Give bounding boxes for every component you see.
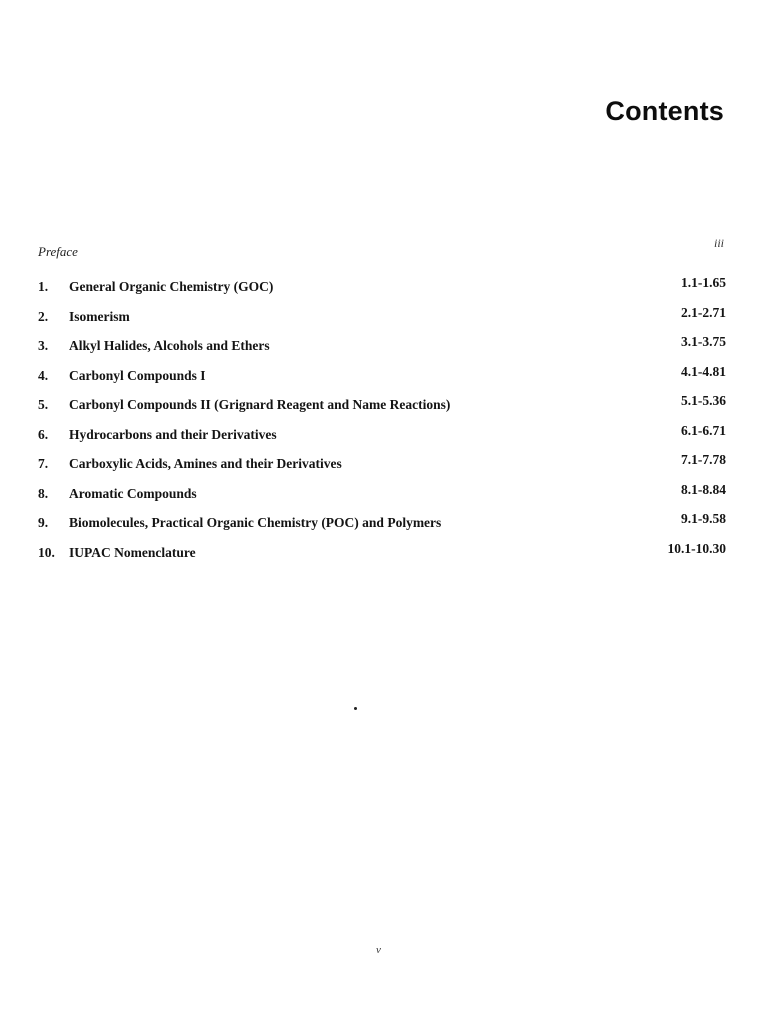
- toc-entry-pages: 7.1-7.78: [681, 452, 726, 467]
- toc-entry-pages: 5.1-5.36: [681, 393, 726, 408]
- toc-entry-pages: 6.1-6.71: [681, 422, 726, 438]
- toc-entry-pages: 10.1-10.30: [667, 540, 726, 556]
- toc-entry-title: Carbonyl Compounds II (Grignard Reagent and Name Reactions): [69, 397, 451, 412]
- toc-entry-number: 7.: [38, 456, 49, 471]
- preface-page-number: iii: [713, 236, 724, 250]
- toc-entry-pages: 8.1-8.84: [681, 481, 726, 497]
- toc-entry-number: 1.: [38, 279, 49, 294]
- toc-entry-number: 5.: [38, 397, 49, 412]
- toc-entry-title: Hydrocarbons and their Derivatives: [69, 426, 277, 442]
- toc-entry-pages: 9.1-9.58: [681, 511, 726, 526]
- toc-entry-number: 2.: [38, 308, 49, 324]
- stray-dot-mark: [354, 707, 357, 710]
- toc-entry-number: 4.: [38, 367, 49, 383]
- toc-entry-number: 3.: [38, 338, 49, 353]
- toc-entry: [38, 333, 726, 363]
- toc-entry-number: 10.: [38, 544, 55, 560]
- toc-entry-title: Carbonyl Compounds I: [69, 367, 206, 383]
- toc-list: [38, 274, 726, 569]
- toc-entry-pages: 2.1-2.71: [681, 304, 726, 320]
- page-title: Contents: [605, 96, 724, 126]
- toc-entry: [38, 363, 726, 393]
- toc-entry-number: 8.: [38, 485, 49, 501]
- toc-entry-title: IUPAC Nomenclature: [69, 544, 196, 560]
- toc-entry: [38, 392, 726, 422]
- toc-entry-title: Aromatic Compounds: [69, 485, 197, 501]
- toc-preface-row: [38, 236, 724, 262]
- toc-entry: [38, 451, 726, 481]
- toc-entry: [38, 274, 726, 304]
- toc-entry-title: Biomolecules, Practical Organic Chemistry (POC) and Polymers: [69, 515, 442, 530]
- toc-entry-pages: 4.1-4.81: [681, 363, 726, 379]
- page-folio: v: [376, 944, 381, 956]
- toc-entry: [38, 304, 726, 334]
- toc-entry: [38, 481, 726, 511]
- toc-entry-title: Carboxylic Acids, Amines and their Derivatives: [69, 456, 342, 471]
- toc-entry-pages: 1.1-1.65: [681, 275, 726, 290]
- toc-entry-title: Isomerism: [69, 308, 130, 324]
- toc-entry: [38, 510, 726, 540]
- toc-entry-number: 9.: [38, 515, 49, 530]
- toc-entry-title: Alkyl Halides, Alcohols and Ethers: [69, 338, 270, 353]
- toc-entry: [38, 422, 726, 452]
- toc-entry-title: General Organic Chemistry (GOC): [69, 279, 274, 294]
- preface-label: Preface: [38, 244, 78, 259]
- toc-entry-pages: 3.1-3.75: [681, 334, 726, 349]
- toc-entry: [38, 540, 726, 570]
- toc-entry-number: 6.: [38, 426, 49, 442]
